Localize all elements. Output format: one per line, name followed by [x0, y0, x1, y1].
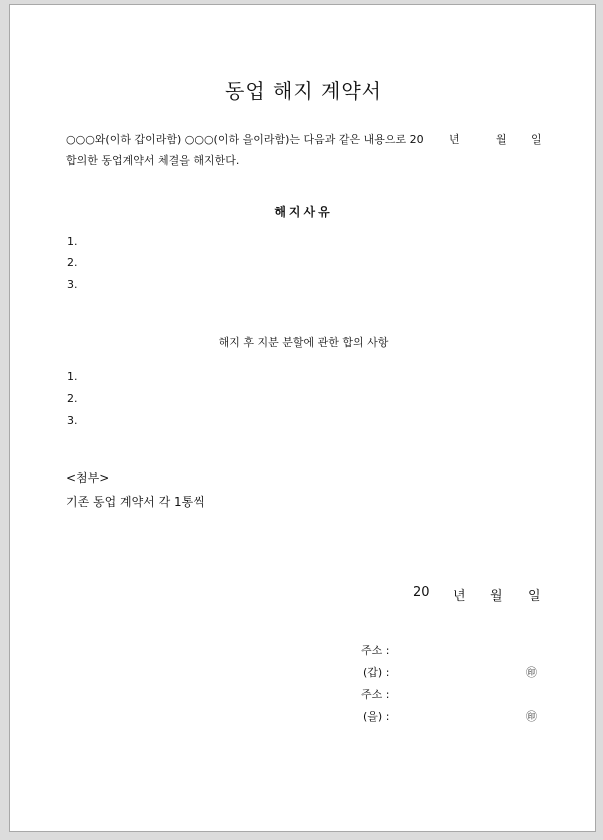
date-year-unit: 년	[453, 589, 466, 604]
intro-line-2: 합의한 동업계약서 체결을 해지한다.	[66, 154, 240, 167]
attachment-text: 기존 동업 계약서 각 1통씩	[66, 495, 205, 509]
party-b-label: (을) :	[363, 710, 390, 723]
intro-day-unit: 일	[531, 133, 542, 146]
party-b-address-label: 주소 :	[361, 688, 390, 701]
reason-item-2: 2.	[67, 256, 78, 269]
section-heading-share-division: 해지 후 지분 분할에 관한 합의 사항	[218, 336, 389, 349]
attachment-label: <첨부>	[66, 471, 110, 485]
intro-line-1	[66, 131, 424, 147]
document-page	[9, 4, 596, 832]
share-item-2: 2.	[67, 392, 78, 405]
date-year: 20	[413, 585, 430, 600]
party-a-label: (갑) :	[363, 666, 390, 679]
share-item-3: 3.	[67, 414, 78, 427]
date-month-unit: 월	[490, 589, 503, 604]
share-item-1: 1.	[67, 370, 78, 383]
reason-item-3: 3.	[67, 278, 78, 291]
intro-year-unit: 년	[449, 133, 460, 146]
document-title: 동업 해지 계약서	[225, 79, 382, 103]
date-day-unit: 일	[528, 589, 541, 604]
intro-month-unit: 월	[496, 133, 507, 146]
party-b-seal-icon: ㊞	[526, 710, 537, 723]
reason-item-1: 1.	[67, 235, 78, 248]
section-heading-termination-reason: 해지사유	[274, 205, 333, 219]
party-a-address-label: 주소 :	[361, 644, 390, 657]
party-a-seal-icon: ㊞	[526, 666, 537, 679]
intro-text: ○○○와(이하 갑이라함) ○○○(이하 을이라함)는 다음과 같은 내용으로 20	[66, 133, 424, 146]
